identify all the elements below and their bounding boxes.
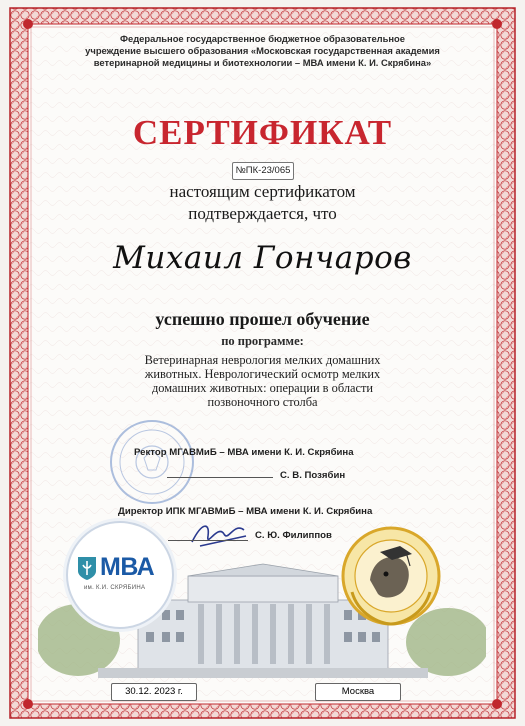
academy-logo <box>66 521 174 629</box>
rector-signature-line <box>167 477 273 478</box>
completed-text: успешно прошел обучение <box>155 309 370 329</box>
certificate-number: №ПК-23/065 <box>232 162 294 180</box>
program-label: по программе: <box>221 334 304 348</box>
intro-text <box>0 181 525 225</box>
issuer-line-3: ветеринарной медицины и биотехнологии – МВА имени К. И. Скрябина» <box>93 57 432 68</box>
institute-medal <box>340 522 442 632</box>
rector-name: С. В. Позябин <box>280 470 346 481</box>
certificate-title: СЕРТИФИКАТ <box>132 113 393 152</box>
issuer-line-2: учреждение высшего образования «Московская государственная академия <box>85 45 440 56</box>
logo-text: МВА <box>100 553 155 581</box>
program-line-4: позвоночного столба <box>207 395 318 409</box>
program-line-1: Ветеринарная неврология мелких домашних <box>144 353 381 367</box>
official-stamp <box>108 418 196 506</box>
program-line-2: животных. Неврологический осмотр мелких <box>144 367 381 381</box>
intro-line-2: подтверждается, что <box>188 204 337 223</box>
issue-city: Москва <box>315 683 401 701</box>
issue-date: 30.12. 2023 г. <box>111 683 197 701</box>
director-title: Директор ИПК МГАВМиБ – МВА имени К. И. Скрябина <box>118 506 373 517</box>
program-line-3: домашних животных: операции в области <box>151 381 374 395</box>
logo-subtext: им. К.И. СКРЯБИНА <box>84 585 146 591</box>
recipient-name: Михаил Гончаров <box>113 240 412 276</box>
emblem-icon <box>76 555 98 581</box>
director-signature <box>188 516 252 556</box>
rector-title: Ректор МГАВМиБ – МВА имени К. И. Скрябина <box>134 447 354 458</box>
program-title <box>0 353 525 409</box>
issuer-heading <box>0 33 525 69</box>
intro-line-1: настоящим сертификатом <box>169 182 356 201</box>
director-signature-line <box>168 540 248 541</box>
director-name: С. Ю. Филиппов <box>255 530 332 541</box>
issuer-line-1: Федеральное государственное бюджетное образовательное <box>120 33 405 44</box>
